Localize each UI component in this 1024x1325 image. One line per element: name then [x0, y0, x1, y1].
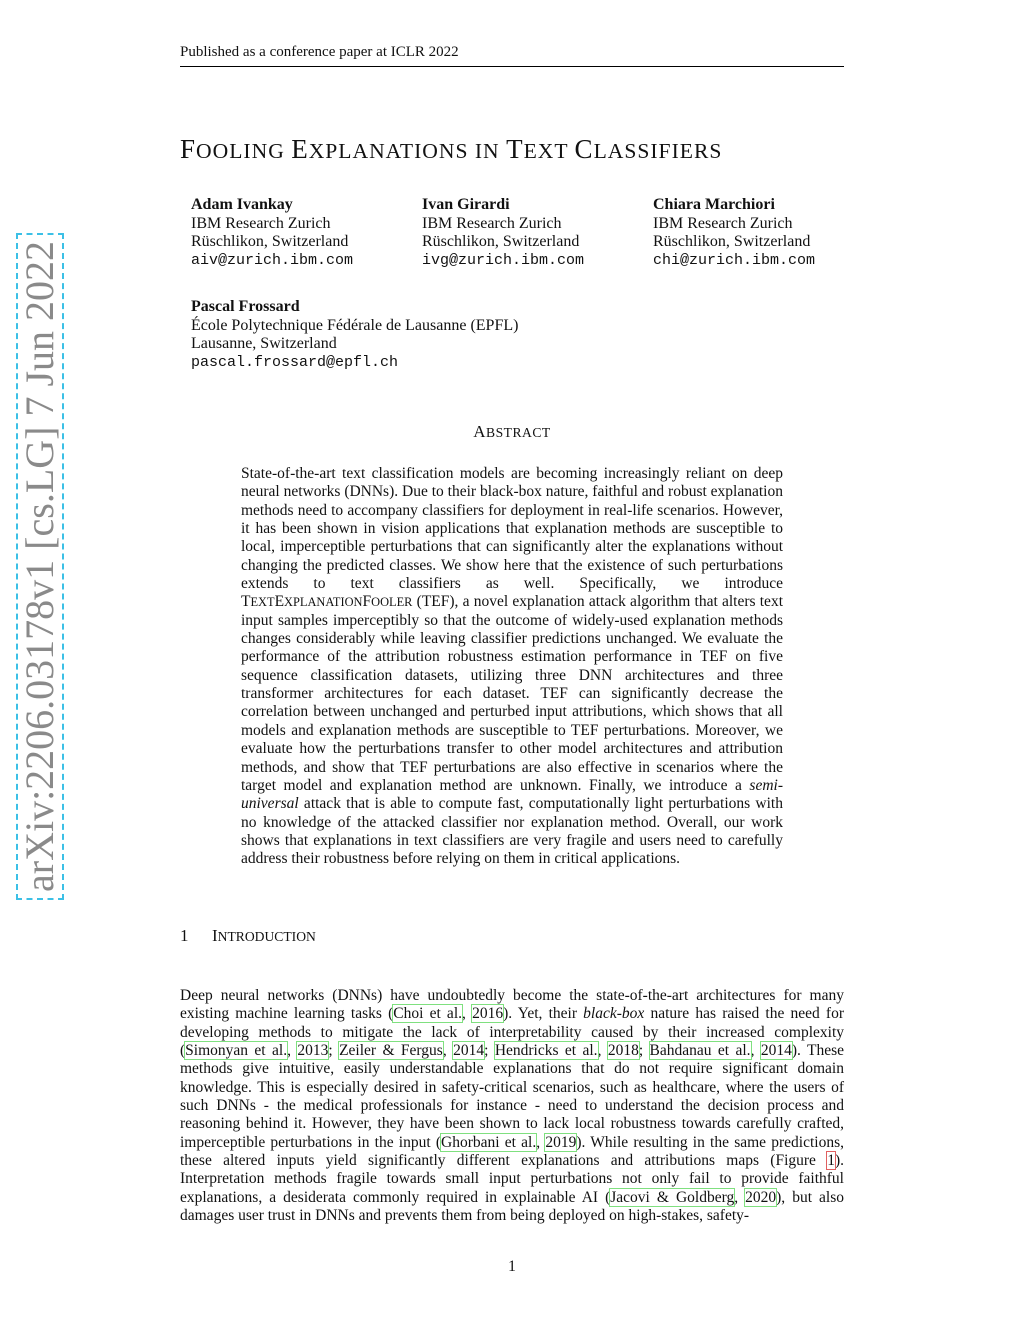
abstract-body: State-of-the-art text classification models are becoming increasingly reliant on deep neural networks (DNNs). Due to their black-box nature, faithful and robust explanation methods need to accompany classifiers for deployment in real-life scenarios. However, it has been shown in vision applications that explanation methods are susceptible to local, imperceptible perturbations that can significantly alter the explanations without changing the predicted classes. We show here that the existence of such perturbations extends to text classifiers as well. Specifically, we introduce TEXTEXPLANATIONFOOLER (TEF), a novel explanation attack algorithm that alters text input samples imperceptibly so that the outcome of widely-used explanation methods changes considerably while leaving classifier predictions unchanged. We evaluate the performance of the attribution robustness estimation performance in TEF on five sequence classification datasets, utilizing three DNN architectures and three transformer architectures for each dataset. TEF can significantly decrease the correlation between unchanged and perturbed input attributions, which shows that all models and explanation methods are susceptible to TEF perturbations. Moreover, we evaluate how the perturbations transfer to other model architectures and attribution methods, and show that TEF perturbations are also effective in scenarios where the target model and explanation method are unknown. Finally, we introduce a semi-universal attack that is able to compute fast, computationally light perturbations with no knowledge of the attacked classifier nor explanation method. Overall, our work shows that explanations in text classifiers are very fragile and users need to carefully address their robustness before relying on them in critical applications.	[241, 465, 783, 868]
citation-link[interactable]: Jacovi & Goldberg	[610, 1188, 735, 1206]
author-affiliation: IBM Research Zurich	[422, 214, 562, 232]
abstract-heading: ABSTRACT	[473, 422, 551, 441]
author-block	[191, 196, 353, 270]
citation-year-link[interactable]: 2016	[472, 1005, 504, 1023]
citation-link[interactable]: Simonyan et al.	[185, 1042, 288, 1060]
page-number: 1	[508, 1258, 516, 1275]
citation-year-link[interactable]: 2020	[745, 1188, 777, 1206]
author-email: aiv@zurich.ibm.com	[191, 251, 354, 269]
running-header: Published as a conference paper at ICLR 2022	[180, 44, 844, 67]
author-affiliation: IBM Research Zurich	[653, 214, 793, 232]
citation-year-link[interactable]: 2018	[607, 1042, 639, 1060]
citation-year-link[interactable]: 2014	[453, 1042, 485, 1060]
section-heading: 1 INTRODUCTION	[180, 926, 316, 945]
author-name: Chiara Marchiori	[653, 196, 775, 213]
author-name: Ivan Girardi	[422, 196, 510, 213]
introduction-paragraph: Deep neural networks (DNNs) have undoubtedly become the state-of-the-art architectures for many existing machine learning tasks (Choi et al., 2016). Yet, their black-box nature has raised the need for developing methods to mitigate the lack of interpretability caused by their increased complexity (Simonyan et al., 2013; Zeiler & Fergus, 2014; Hendricks et al., 2018; Bahdanau et al., 2014). These methods give intuitive, easily understandable explanations that do not require significant domain knowledge. This is especially desired in safety-critical scenarios, such as healthcare, where the users of such DNNs - the medical professionals for instance - need to understand the decision process and reasoning behind it. However, they have been shown to lack local robustness towards carefully crafted, imperceptible perturbations in the input (Ghorbani et al., 2019). While resulting in the same predictions, these altered inputs yield significantly different explanations and attributions maps (Figure 1). Interpretation methods fragile towards small input perturbations not only fail to provide faithful explanations, a desiderata commonly required in explainable AI (Jacovi & Goldberg, 2020), but also damages user trust in DNNs and prevents them from being deployed on high-stakes, safety-	[180, 987, 845, 1225]
author-email: chi@zurich.ibm.com	[653, 251, 816, 269]
citation-year-link[interactable]: 2019	[545, 1133, 577, 1151]
citation-link[interactable]: Hendricks et al.	[494, 1042, 598, 1060]
citation-link[interactable]: Choi et al.	[393, 1005, 462, 1023]
author-location: Rüschlikon, Switzerland	[191, 233, 349, 250]
author-location: Rüschlikon, Switzerland	[653, 233, 811, 250]
author-name: Adam Ivankay	[191, 196, 293, 213]
author-name: Pascal Frossard	[191, 298, 300, 315]
citation-link[interactable]: Ghorbani et al.	[441, 1133, 537, 1151]
citation-link[interactable]: Bahdanau et al.	[649, 1042, 751, 1060]
arxiv-identifier-stamp[interactable]: arXiv:2206.03178v1 [cs.LG] 7 Jun 2022	[16, 233, 64, 900]
author-email: pascal.frossard@epfl.ch	[191, 353, 399, 371]
author-affiliation: IBM Research Zurich	[191, 214, 331, 232]
figure-reference-link[interactable]: 1	[827, 1152, 835, 1170]
author-block	[191, 298, 518, 372]
citation-link[interactable]: Zeiler & Fergus	[339, 1042, 443, 1060]
author-block	[422, 196, 584, 270]
paper-title: FOOLING EXPLANATIONS IN TEXT CLASSIFIERS	[180, 134, 723, 164]
author-email: ivg@zurich.ibm.com	[422, 251, 585, 269]
author-affiliation: École Polytechnique Fédérale de Lausanne (EPFL)	[191, 316, 519, 334]
citation-year-link[interactable]: 2013	[297, 1042, 329, 1060]
citation-year-link[interactable]: 2014	[760, 1042, 792, 1060]
author-location: Rüschlikon, Switzerland	[422, 233, 580, 250]
author-block	[653, 196, 815, 270]
author-location: Lausanne, Switzerland	[191, 335, 337, 352]
